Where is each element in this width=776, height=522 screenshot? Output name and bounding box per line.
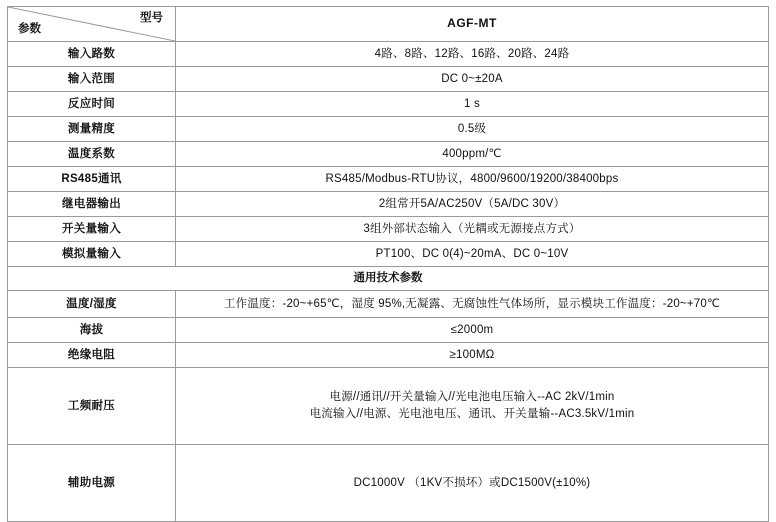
row-label: 输入范围	[8, 67, 176, 92]
table-row	[8, 67, 769, 92]
row-label: 辅助电源	[8, 445, 176, 522]
table-row	[8, 217, 769, 242]
row-value: DC1000V （1KV不损坏）或DC1500V(±10%)	[176, 445, 769, 522]
row-label: 温度系数	[8, 142, 176, 167]
row-label: 输入路数	[8, 42, 176, 67]
row-value: PT100、DC 0(4)~20mA、DC 0~10V	[176, 242, 769, 267]
row-value: 0.5级	[176, 117, 769, 142]
corner-model-label: 型号	[140, 12, 163, 24]
table-row	[8, 42, 769, 67]
row-label: 工频耐压	[8, 368, 176, 445]
row-label: 反应时间	[8, 92, 176, 117]
row-value: DC 0~±20A	[176, 67, 769, 92]
row-label: 测量精度	[8, 117, 176, 142]
table-row	[8, 368, 769, 445]
row-value: ≥100MΩ	[176, 343, 769, 368]
common-section-title: 通用技术参数	[8, 267, 769, 291]
section-header-row	[8, 267, 769, 291]
row-label: 温度/湿度	[8, 291, 176, 318]
row-label: RS485通讯	[8, 167, 176, 192]
row-value: 3组外部状态输入（光耦或无源接点方式）	[176, 217, 769, 242]
row-value: RS485/Modbus-RTU协议，4800/9600/19200/38400bps	[176, 167, 769, 192]
model-header-value: AGF-MT	[176, 7, 769, 42]
table-row	[8, 167, 769, 192]
row-label: 绝缘电阻	[8, 343, 176, 368]
table-row	[8, 92, 769, 117]
withstand-line-1: 电源//通讯//开关量输入//光电池电压输入--AC 2kV/1min	[329, 391, 615, 404]
row-label: 继电器输出	[8, 192, 176, 217]
row-label: 模拟量输入	[8, 242, 176, 267]
row-value: 4路、8路、12路、16路、20路、24路	[176, 42, 769, 67]
row-value: 2组常开5A/AC250V（5A/DC 30V）	[176, 192, 769, 217]
table-header-row	[8, 7, 769, 42]
row-value: 1 s	[176, 92, 769, 117]
row-label: 开关量输入	[8, 217, 176, 242]
table-row	[8, 117, 769, 142]
row-value: 400ppm/℃	[176, 142, 769, 167]
corner-header-cell	[8, 7, 176, 42]
specification-table	[7, 6, 769, 522]
row-value	[176, 368, 769, 445]
row-value: 工作温度：-20~+65℃，湿度 95%,无凝露、无腐蚀性气体场所，显示模块工作温度：-20~+70℃	[176, 291, 769, 318]
table-row	[8, 291, 769, 318]
spec-sheet	[0, 6, 776, 489]
corner-param-label: 参数	[18, 23, 41, 36]
table-row	[8, 318, 769, 343]
row-value: ≤2000m	[176, 318, 769, 343]
table-row	[8, 445, 769, 522]
table-row	[8, 242, 769, 267]
withstand-line-2: 电流输入//电源、光电池电压、通讯、开关量输--AC3.5kV/1min	[309, 408, 635, 420]
table-row	[8, 343, 769, 368]
table-row	[8, 192, 769, 217]
row-label: 海拔	[8, 318, 176, 343]
table-row	[8, 142, 769, 167]
